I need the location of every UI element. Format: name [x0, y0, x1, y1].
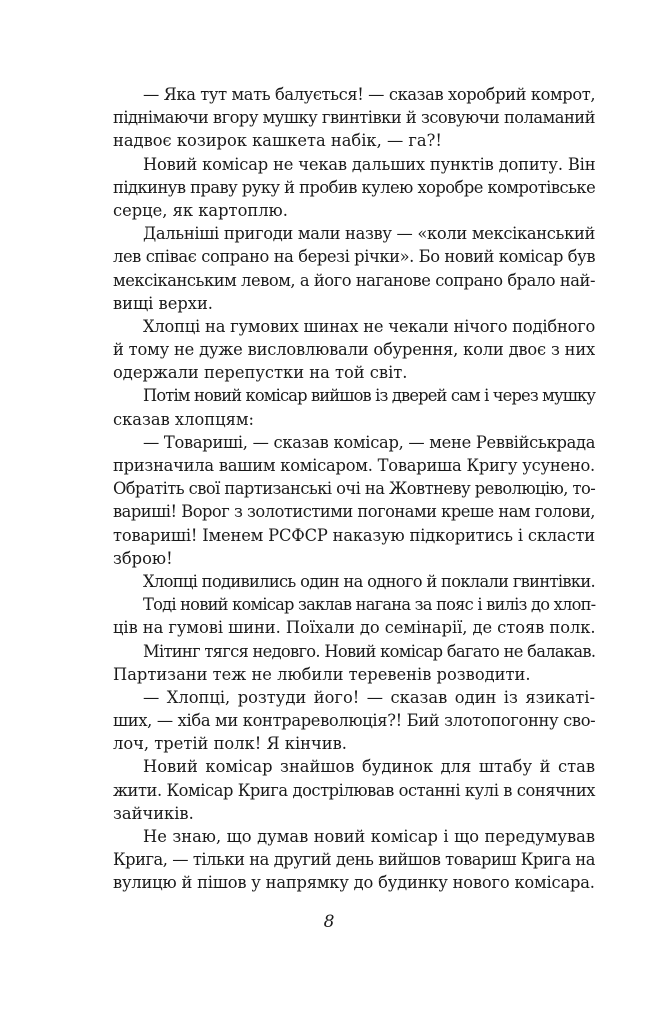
paragraph: [113, 222, 595, 315]
paragraph: [113, 153, 595, 223]
text-line: Новий комісар не чекав дальших пунктів допиту. Він: [143, 154, 596, 174]
text-line: Хлопці подивились один на одного й поклали гвинтівки.: [143, 571, 596, 591]
text-line: вариші! Ворог з золотистими погонами креше нам голови,: [113, 502, 595, 522]
text-line: Не знаю, що думав новий комісар і що передумував: [143, 827, 595, 846]
paragraph: [113, 755, 595, 825]
text-line: надвоє козирок кашкета набік, — га?!: [113, 131, 442, 151]
text-line: — Товариші, — сказав комісар, — мене Реввійськрада: [143, 432, 596, 452]
paragraph: [113, 431, 595, 570]
text-line: призначила вашим комісаром. Товариша Кригу усунено.: [113, 456, 595, 475]
text-line: серце, як картоплю.: [113, 200, 288, 220]
text-line: ших, — хіба ми контрареволюція?! Бий злотопогонну сво-: [113, 711, 596, 731]
body-text: [113, 83, 595, 895]
text-line: лоч, третій полк! Я кінчив.: [113, 734, 347, 754]
text-line: зброю!: [113, 548, 173, 568]
text-line: мексіканським левом, а його наганове сопрано брало най-: [113, 270, 595, 290]
text-line: Обратіть свої партизанські очі на Жовтневу революцію, то-: [113, 479, 596, 499]
text-line: товариші! Іменем РСФСР наказую підкоритись і скласти: [113, 525, 595, 545]
text-line: підкинув праву руку й пробив кулею хоробре комротівське: [113, 177, 596, 197]
paragraph: [113, 825, 595, 895]
text-line: піднімаючи вгору мушку гвинтівки й зсовуючи поламаний: [113, 108, 595, 128]
page-number: 8: [323, 912, 335, 932]
text-line: Партизани теж не любили теревенів розводити.: [113, 664, 531, 684]
paragraph: [113, 570, 595, 593]
text-line: вулицю й пішов у напрямку до будинку нового комісара.: [113, 873, 595, 893]
paragraph: [113, 83, 595, 153]
text-line: Хлопці на гумових шинах не чекали нічого подібного: [143, 316, 596, 336]
text-line: — Хлопці, розтуди його! — сказав один із язикаті-: [143, 687, 595, 707]
text-line: Мітинг тягся недовго. Новий комісар багато не балакав.: [143, 641, 596, 661]
text-line: й тому не дуже висловлювали обурення, коли двоє з них: [113, 340, 595, 360]
text-line: Потім новий комісар вийшов із дверей сам і через мушку: [143, 386, 596, 406]
text-line: Тоді новий комісар заклав нагана за пояс і виліз до хлоп-: [143, 595, 596, 615]
text-line: Крига, — тільки на другий день вийшов товариш Крига на: [113, 850, 595, 870]
paragraph: [113, 384, 595, 430]
text-line: зайчиків.: [113, 803, 194, 823]
text-line: лев співає сопрано на березі річки». Бо новий комісар був: [113, 247, 596, 267]
text-line: Дальніші пригоди мали назву — «коли мексіканський: [143, 224, 595, 244]
text-line: — Яка тут мать балується! — сказав хоробрий комрот,: [143, 85, 596, 104]
text-line: сказав хлопцям:: [113, 409, 254, 429]
text-line: одержали перепустки на той світ.: [113, 363, 408, 383]
paragraph: [113, 686, 595, 756]
text-line: жити. Комісар Крига дострілював останні кулі в сонячних: [113, 780, 595, 800]
text-line: Новий комісар знайшов будинок для штабу й став: [143, 757, 595, 777]
paragraph: [113, 640, 595, 686]
text-line: вищі верхи.: [113, 293, 213, 313]
paragraph: [113, 315, 595, 385]
text-line: ців на гумові шини. Поїхали до семінарії, де стояв полк.: [113, 618, 596, 638]
paragraph: [113, 593, 595, 639]
